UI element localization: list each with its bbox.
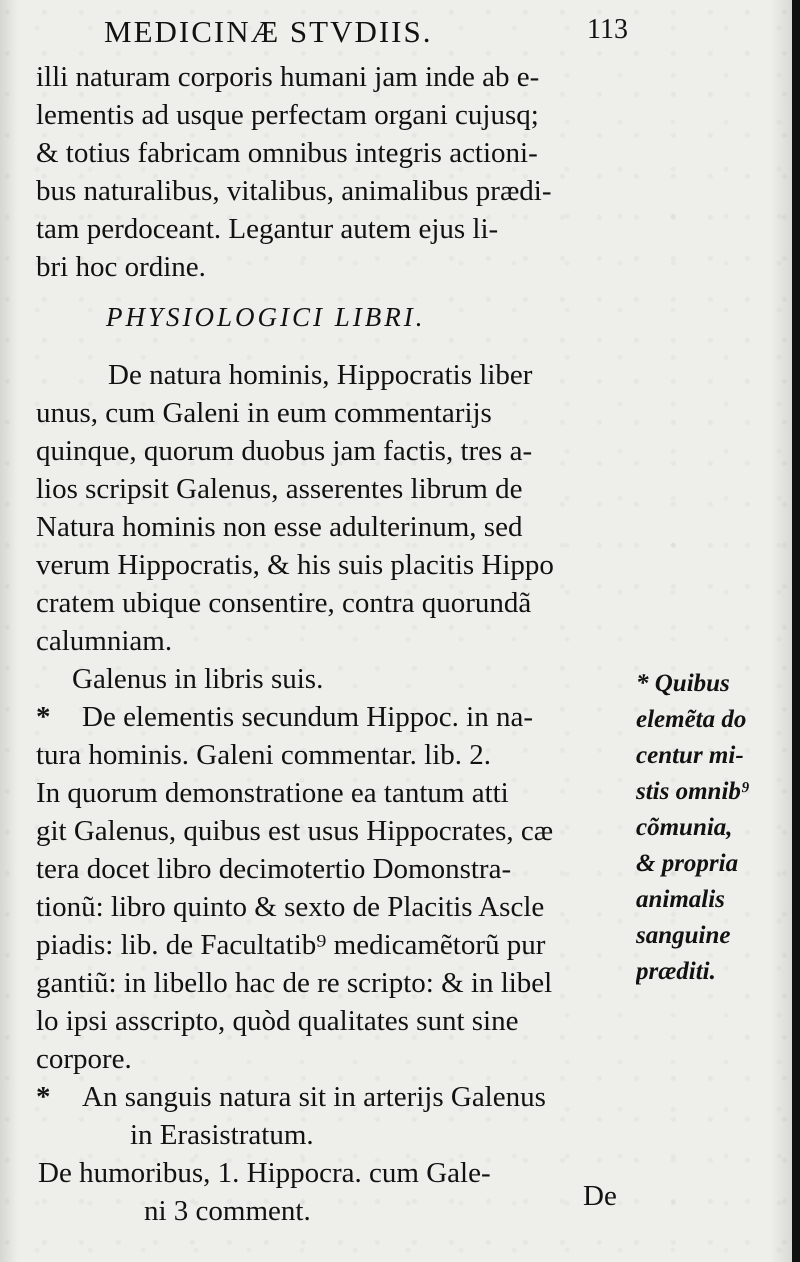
text-line: verum Hippocratis, & his suis placitis Hippo [36, 549, 554, 581]
text-line: corpore. [36, 1043, 132, 1075]
text-line: tam perdoceant. Legantur autem ejus li- [36, 213, 499, 245]
text-fragment: De elementis secundum Hippoc. in na- [82, 701, 533, 733]
margin-note [636, 666, 786, 990]
text-line: lo ipsi asscripto, quòd qualitates sunt sine [36, 1005, 519, 1037]
page-header [104, 10, 628, 50]
text-line: calumniam. [36, 625, 173, 657]
text-line: lios scripsit Galenus, asserentes librum de [36, 473, 523, 505]
text-line: bus naturalibus, vitalibus, animalibus prædi- [36, 175, 552, 207]
catchword: De [583, 1180, 617, 1212]
running-title: MEDICINÆ STVDIIS. [104, 14, 433, 49]
page-edge [792, 0, 800, 1262]
text-line: tionũ: libro quinto & sexto de Placitis Ascle [36, 891, 545, 923]
margin-note-line: præditi. [636, 958, 716, 985]
text-line: git Galenus, quibus est usus Hippocrates, cæ [36, 815, 554, 847]
text-line: gantiũ: in libello hac de re scripto: & in libel [36, 967, 553, 999]
margin-note-line: * Quibus [636, 670, 730, 697]
main-text [36, 58, 626, 1230]
asterisk-marker: * [36, 1081, 51, 1113]
text-line: Natura hominis non esse adulterinum, sed [36, 511, 523, 543]
text-line: unus, cum Galeni in eum commentarijs [36, 397, 492, 429]
text-line: cratem ubique consentire, contra quorundã [36, 587, 532, 619]
margin-note-line: animalis [636, 886, 725, 913]
text-line: bri hoc ordine. [36, 251, 206, 283]
text-line: In quorum demonstratione ea tantum atti [36, 777, 509, 809]
text-line: illi naturam corporis humani jam inde ab e- [36, 61, 540, 93]
text-line [36, 1078, 626, 1116]
text-line: Galenus in libris suis. [72, 663, 324, 695]
text-line: quinque, quorum duobus jam factis, tres a- [36, 435, 533, 467]
text-line [36, 698, 626, 736]
margin-note-line: elemẽta do [636, 706, 747, 733]
text-line: ni 3 comment. [144, 1195, 311, 1227]
margin-note-line: & propria [636, 850, 739, 877]
text-fragment: An sanguis natura sit in arterijs Galenus [82, 1081, 546, 1113]
text-line: De natura hominis, Hippocratis liber [108, 359, 533, 391]
margin-note-line: sanguine [636, 922, 731, 949]
margin-note-line: stis omnib⁹ [636, 778, 750, 805]
text-line: in Erasistratum. [130, 1119, 314, 1151]
margin-note-line: cõmunia, [636, 814, 733, 841]
text-line: & totius fabricam omnibus integris actioni- [36, 137, 538, 169]
text-line: tera docet libro decimotertio Domonstra- [36, 853, 512, 885]
text-line: tura hominis. Galeni commentar. lib. 2. [36, 739, 492, 771]
text-line: lementis ad usque perfectam organi cujusq; [36, 99, 539, 131]
text-line: De humoribus, 1. Hippocra. cum Gale- [38, 1157, 491, 1189]
text-line: piadis: lib. de Facultatib⁹ medicamẽtorũ pur [36, 929, 546, 961]
page-number: 113 [587, 14, 628, 45]
section-heading: PHYSIOLOGICI LIBRI. [106, 302, 426, 332]
margin-note-line: centur mi- [636, 742, 744, 769]
asterisk-marker: * [36, 701, 51, 733]
